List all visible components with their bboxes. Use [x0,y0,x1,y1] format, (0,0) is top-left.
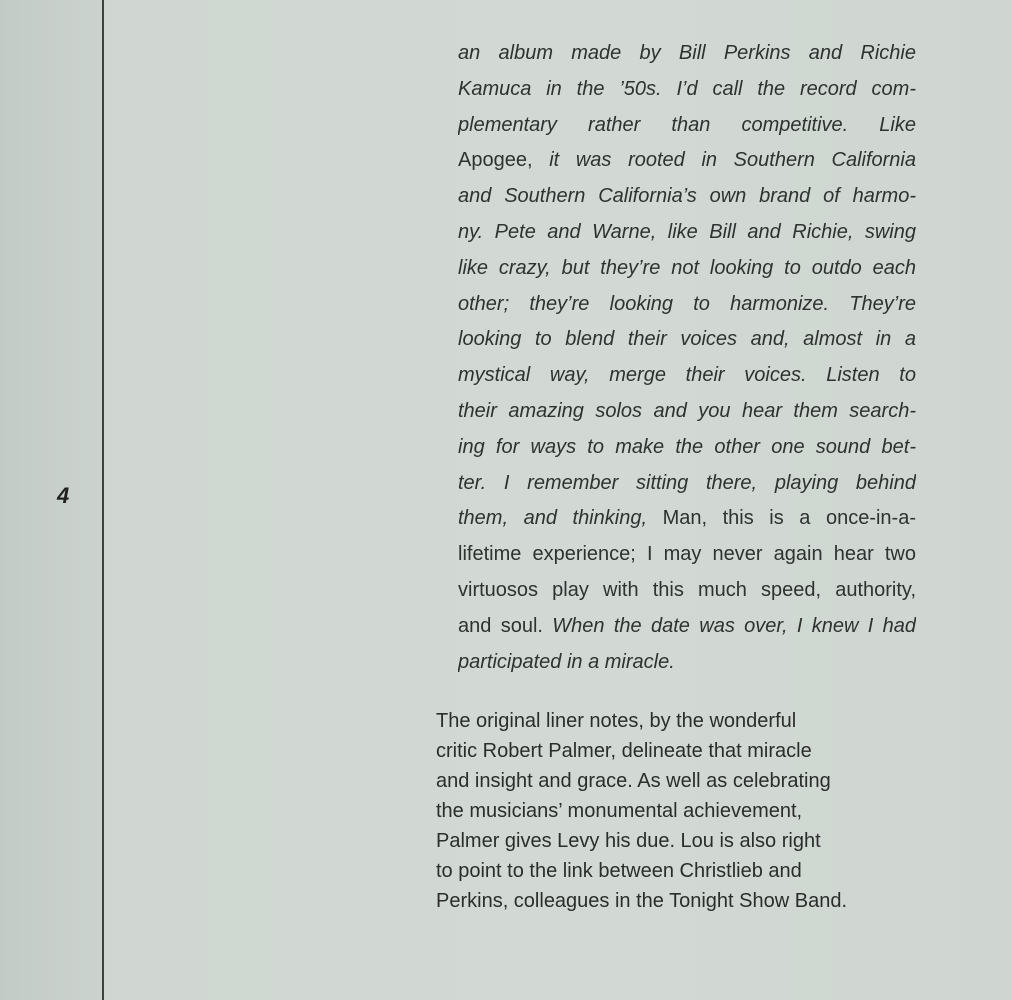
quote-line [458,501,916,537]
quote-line [458,573,916,609]
quote-segment: and Southern California’s own brand of harmo- [458,185,916,208]
quote-line [458,72,916,108]
quote-segment: ny. Pete and Warne, like Bill and Richie, swing [458,220,916,243]
body-line: The original liner notes, by the wonderful [436,710,797,732]
body-paragraph [436,706,906,916]
body-line: and insight and grace. As well as celebrating [436,770,831,792]
body-line: Perkins, colleagues in the Tonight Show Band. [436,890,848,912]
quote-segment: Kamuca in the ’50s. I’d call the record com- [458,77,916,100]
quote-segment: ing for ways to make the other one sound bet- [458,435,916,458]
quote-segment: their amazing solos and you hear them search- [458,399,916,422]
quote-segment: it was rooted in Southern California [549,149,916,172]
quote-segment: like crazy, but they’re not looking to outdo each [458,256,916,279]
quote-segment: Man, this is a once-in-a- [662,507,916,530]
quote-segment: other; they’re looking to harmonize. They’re [458,292,916,315]
spine-margin [0,0,102,1000]
quote-line [458,609,916,645]
quote-segment: participated in a miracle. [458,650,675,673]
quote-segment: mystical way, merge their voices. Listen to [458,364,916,387]
quote-segment: virtuosos play with this much speed, authority, [458,578,916,601]
quote-line [458,358,916,394]
quote-segment: an album made by Bill Perkins and Richie [458,42,916,64]
quote-line [458,36,916,72]
quote-segment: lifetime experience; I may never again hear two [458,543,916,566]
quote-line [458,537,916,573]
quote-line [458,394,916,430]
quote-line [458,645,916,681]
quote-line [458,322,916,358]
quote-line [458,215,916,251]
quote-line [458,108,916,144]
quote-segment: them, and thinking, [458,507,663,530]
quote-segment: and soul. [458,614,553,637]
vertical-rule [102,0,104,1000]
body-line: critic Robert Palmer, delineate that miracle [436,740,812,762]
quote-line [458,430,916,466]
body-line: Palmer gives Levy his due. Lou is also right [436,830,821,852]
quote-line [458,466,916,502]
quote-line [458,287,916,323]
page-number: 4 [57,483,70,508]
quote-line [458,251,916,287]
quote-segment: looking to blend their voices and, almost in a [458,328,916,351]
quote-segment: When the date was over, I knew I had [552,614,916,637]
quote-line [458,179,916,215]
quote-line [458,143,916,179]
quote-block [458,36,916,680]
body-line: the musicians’ monumental achievement, [436,800,803,822]
body-line: to point to the link between Christlieb and [436,860,802,882]
quote-segment: Apogee, [458,149,550,172]
quote-segment: ter. I remember sitting there, playing behind [458,471,916,494]
quote-segment: plementary rather than competitive. Like [458,113,916,136]
